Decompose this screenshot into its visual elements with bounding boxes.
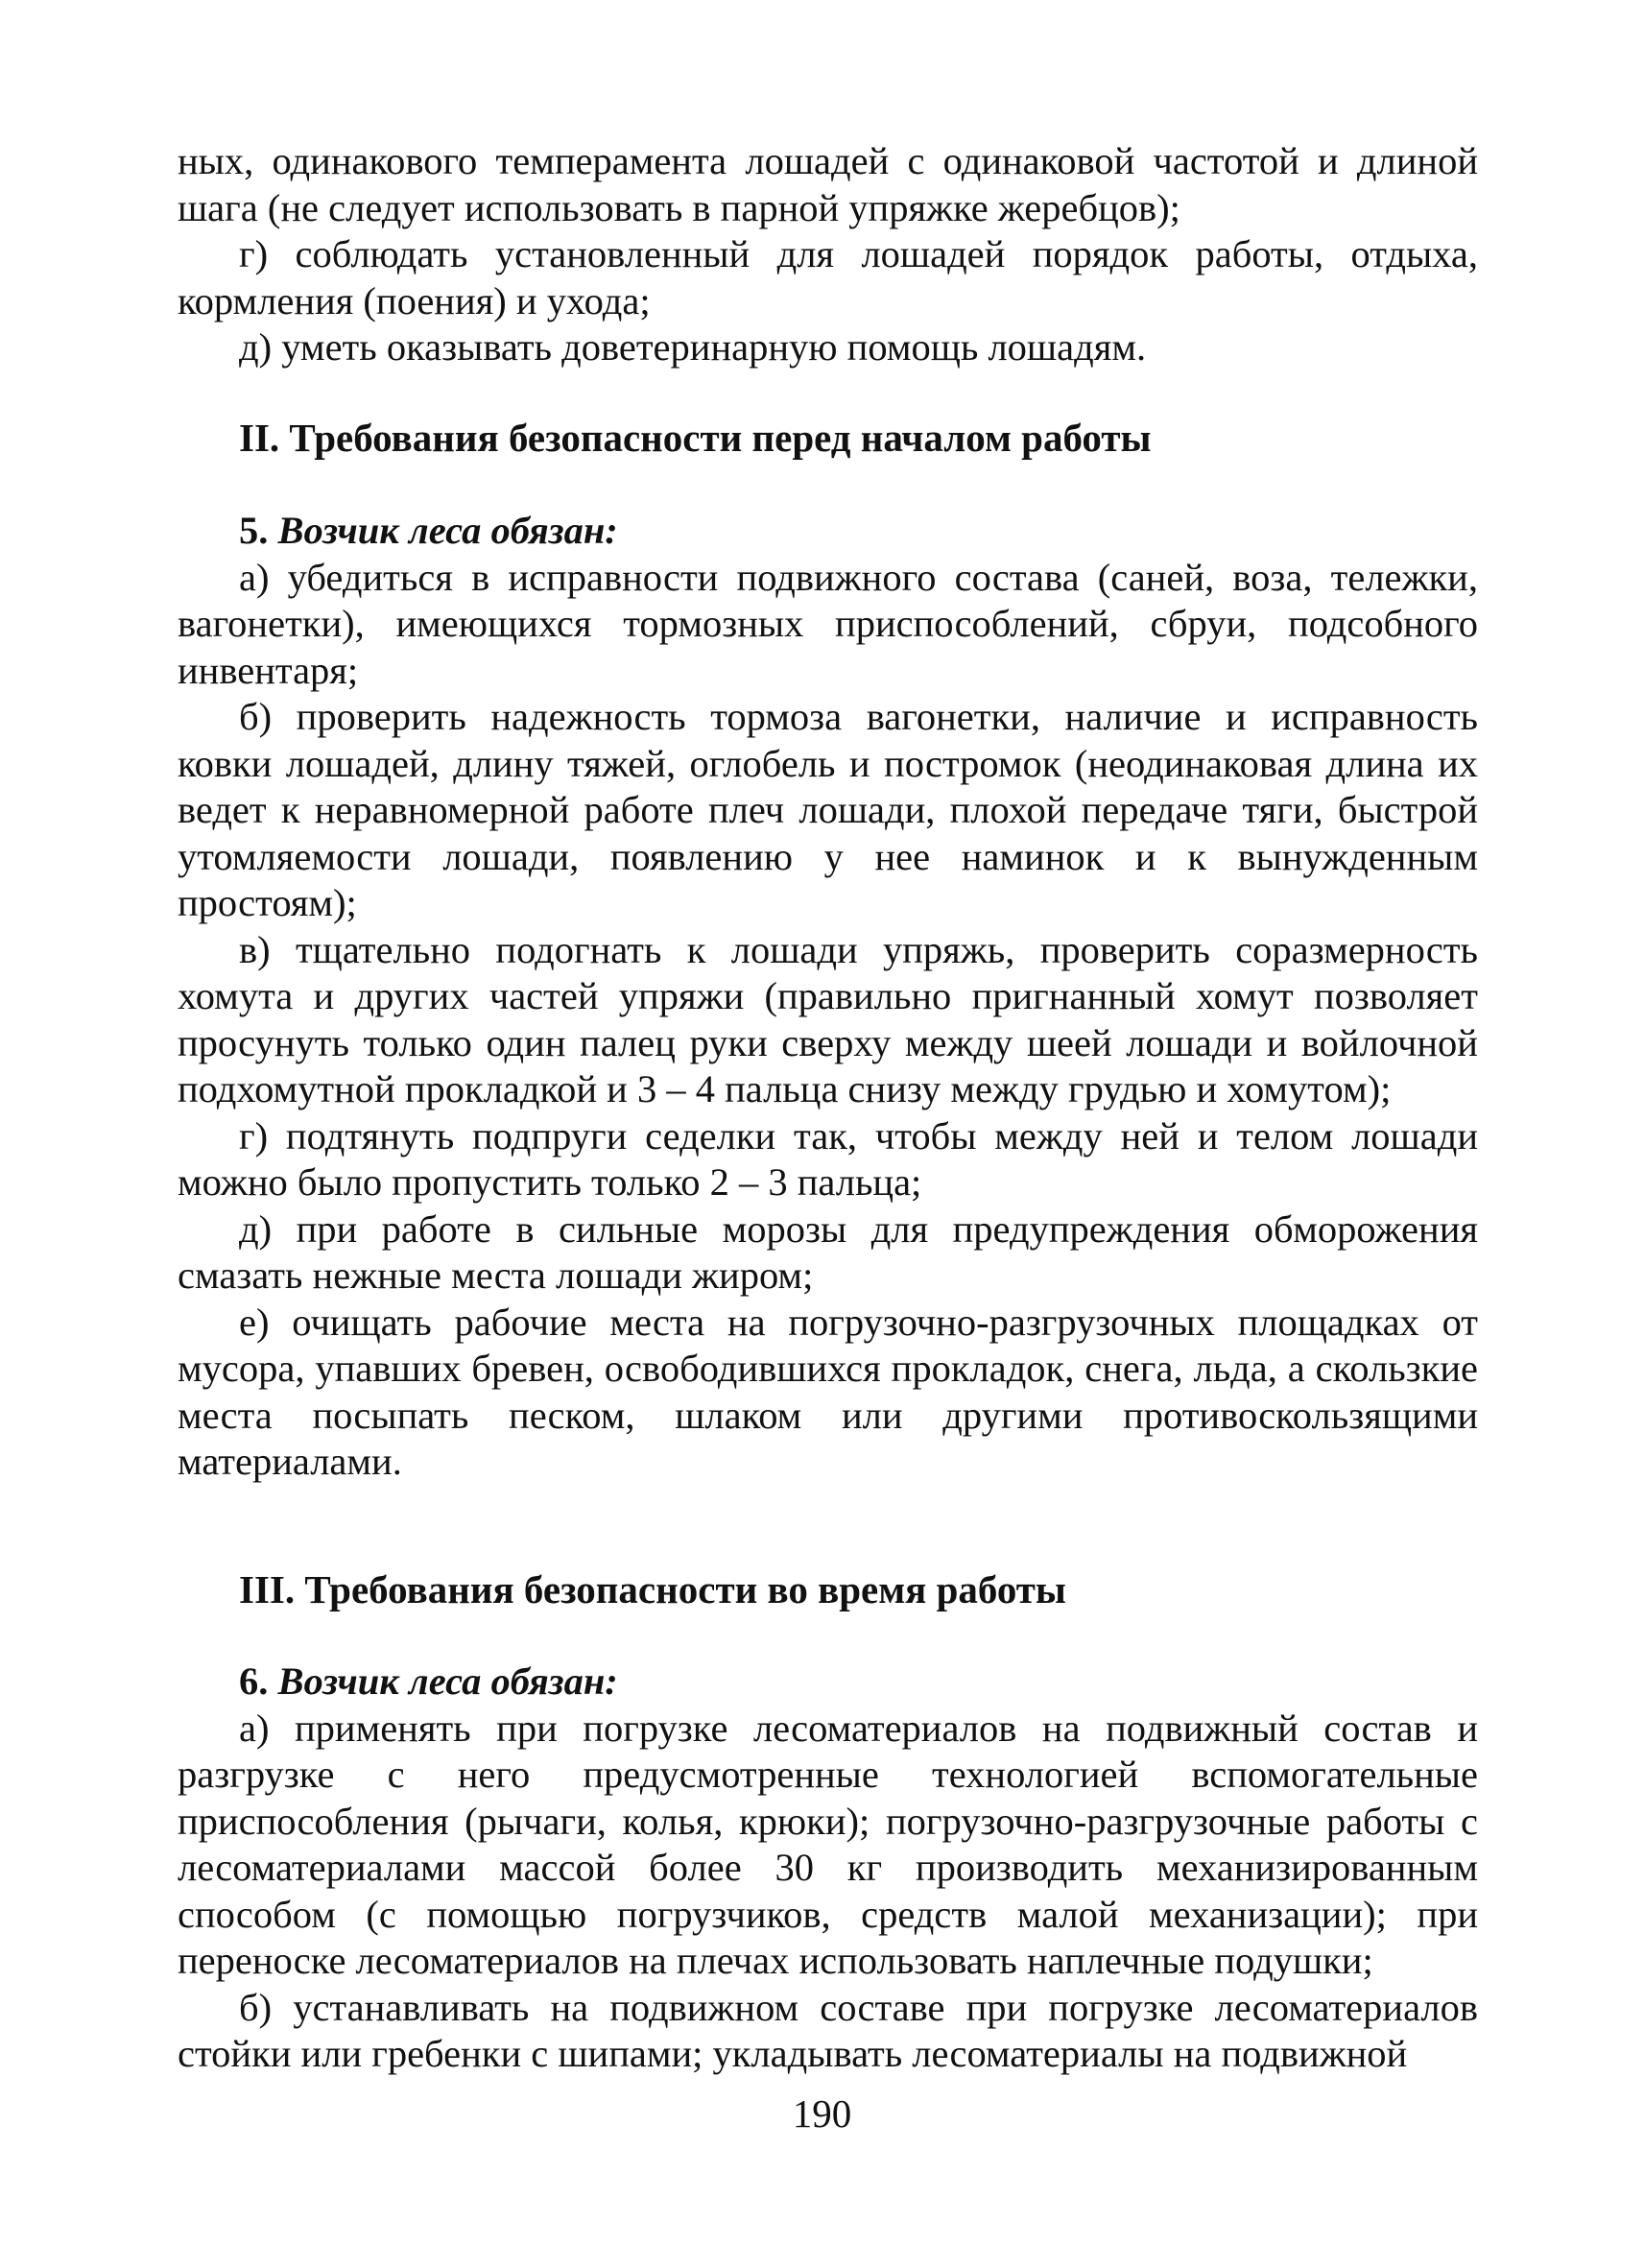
item-5-v: в) тщательно подогнать к лошади упряжь, проверить соразмерность хомута и других частей упряжи (правильно пригнанный хомут позволяет просунуть только один палец руки сверху между шеей лошади и войлочной подхомутной прокладкой и 3 – 4 пальца снизу между грудью и хомутом); — [178, 927, 1478, 1110]
page-number: 190 — [792, 2091, 852, 2136]
item-5-e: е) очищать рабочие места на погрузочно-разгрузочных площадках от мусора, упавших бревен, освободившихся прокладок, снега, льда, а скользкие места посыпать песком, шлаком или другими противоскользящими материалами. — [178, 1300, 1478, 1483]
paragraph-continuation: ных, одинакового темперамента лошадей с одинаковой частотой и длиной шага (не следует использовать в парной упряжке жеребцов); — [178, 139, 1478, 229]
item-6-a: а) применять при погрузке лесоматериалов на подвижный состав и разгрузке с него предусмотренные технологией вспомогательные приспособления (рычаги, колья, крюки); погрузочно-разгрузочные работы с лесоматериалами массой более 30 кг производить механизированным способом (с помощью погрузчиков, средств малой механизации); при переноске лесоматериалов на плечах использовать наплечные подушки; — [178, 1706, 1478, 1982]
item-5-a: а) убедиться в исправности подвижного состава (саней, воза, тележки, вагонетки), имеющихся тормозных приспособлений, сбруи, подсобного инвентаря; — [178, 555, 1478, 692]
item-6-b: б) устанавливать на подвижном составе при погрузке лесоматериалов стойки или гребенки с шипами; укладывать лесоматериалы на подвижной — [178, 1985, 1478, 2075]
item-5-b: б) проверить надежность тормоза вагонетки, наличие и исправность ковки лошадей, длину тяжей, оглобель и постромок (неодинаковая длина их ведет к неравномерной работе плеч лошади, плохой передаче тяги, быстрой утомляемости лошади, появлению у нее наминок и к вынужденным простоям); — [178, 695, 1478, 924]
paragraph-g: г) соблюдать установленный для лошадей порядок работы, отдыха, кормления (поения) и ухода; — [178, 232, 1478, 322]
item-5-number: 5. — [239, 509, 269, 552]
section-2-body — [178, 508, 1478, 1486]
item-6-title: Возчик леса обязан: — [277, 1659, 618, 1703]
item-5-heading — [178, 508, 1478, 555]
item-6-number: 6. — [239, 1659, 269, 1703]
item-6-heading — [178, 1659, 1478, 1706]
section-2-heading: II. Требования безопасности перед началом работы — [239, 416, 1152, 460]
item-5-g: г) подтянуть подпруги седелки так, чтобы между ней и телом лошади можно было пропустить только 2 – 3 пальца; — [178, 1113, 1478, 1204]
paragraph-d: д) уметь оказывать доветеринарную помощь лошадям. — [239, 325, 1147, 369]
section-3-body — [178, 1659, 1478, 2078]
top-text — [178, 138, 1478, 371]
section-3-heading: III. Требования безопасности во время работы — [239, 1567, 1066, 1611]
item-5-d: д) при работе в сильные морозы для предупреждения обморожения смазать нежные места лошади жиром; — [178, 1206, 1478, 1297]
item-5-title: Возчик леса обязан: — [277, 509, 618, 552]
